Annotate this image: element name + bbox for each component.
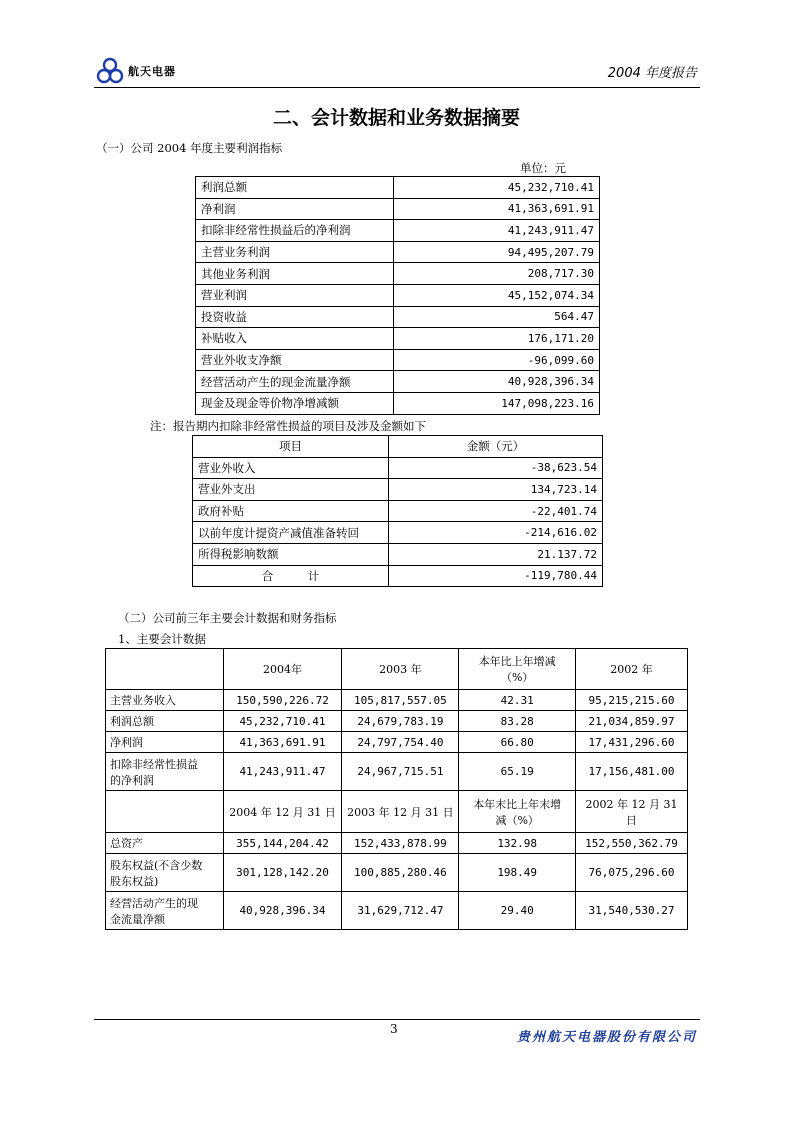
row-value: 41,363,691.91 <box>394 198 600 220</box>
row-value: -96,099.60 <box>394 349 600 371</box>
row-label <box>106 753 224 791</box>
row-label: 营业外收支净额 <box>196 349 394 371</box>
row-value: 31,540,530.27 <box>576 892 688 930</box>
row-value: 41,243,911.47 <box>394 220 600 242</box>
row-value: 176,171.20 <box>394 328 600 350</box>
row-label: 政府补贴 <box>193 500 389 522</box>
row-label: 营业外支出 <box>193 479 389 501</box>
table-row <box>196 349 600 371</box>
table-row <box>196 241 600 263</box>
row-label-line2: 金流量净额 <box>110 912 165 926</box>
row-value: 198.49 <box>459 854 576 892</box>
empty-header-cell <box>106 649 224 690</box>
table-row <box>196 263 600 285</box>
row-value: 31,629,712.47 <box>342 892 459 930</box>
row-label: 净利润 <box>196 198 394 220</box>
table-row <box>106 854 688 892</box>
report-title: 2004 年度报告 <box>607 66 697 81</box>
section2-subheading: 1、主要会计数据 <box>118 632 206 646</box>
row-label: 现金及现金等价物净增减额 <box>196 392 394 414</box>
row-label-line1: 经营活动产生的现 <box>110 896 198 910</box>
row-value: 29.40 <box>459 892 576 930</box>
row-value: 301,128,142.20 <box>223 854 342 892</box>
table-row <box>193 500 603 522</box>
row-value: 17,431,296.60 <box>576 732 688 753</box>
table-row <box>196 220 600 242</box>
empty-header-cell <box>106 791 224 833</box>
col-change-yearend-line1: 本年末比上年末增 <box>473 797 562 811</box>
row-value: -214,616.02 <box>389 522 603 544</box>
row-value: 132.98 <box>459 833 576 854</box>
row-value: 40,928,396.34 <box>223 892 342 930</box>
table-row <box>193 457 603 479</box>
row-label: 以前年度计提资产减值准备转回 <box>193 522 389 544</box>
row-value: 24,679,783.19 <box>342 711 459 732</box>
total-label: 合 计 <box>193 565 389 587</box>
table-row <box>196 177 600 199</box>
table-header-row <box>106 649 688 690</box>
row-label: 营业利润 <box>196 284 394 306</box>
total-value: -119,780.44 <box>389 565 603 587</box>
col-item-header: 项目 <box>193 436 389 458</box>
table-row <box>106 892 688 930</box>
row-value: 21.137.72 <box>389 543 603 565</box>
table-row <box>196 284 600 306</box>
row-value: 24,797,754.40 <box>342 732 459 753</box>
page-title: 二、会计数据和业务数据摘要 <box>272 107 520 129</box>
table-row <box>196 198 600 220</box>
row-value: 83.28 <box>459 711 576 732</box>
row-label: 总资产 <box>106 833 224 854</box>
unit-label: 单位：元 <box>520 161 566 175</box>
row-label: 利润总额 <box>106 711 224 732</box>
row-value: 24,967,715.51 <box>342 753 459 791</box>
col-change-line1: 本年比上年增减 <box>478 655 556 668</box>
table-header-row <box>193 436 603 458</box>
row-label <box>106 892 224 930</box>
row-label: 利润总额 <box>196 177 394 199</box>
row-label: 补贴收入 <box>196 328 394 350</box>
row-value: 42.31 <box>459 690 576 711</box>
logo-rings-icon <box>96 57 124 85</box>
section2-heading: （二）公司前三年主要会计数据和财务指标 <box>118 611 337 625</box>
header-divider <box>94 87 700 88</box>
row-value: 147,098,223.16 <box>394 392 600 414</box>
row-label-line1: 扣除非经常性损益 <box>110 757 198 771</box>
row-value: 94,495,207.79 <box>394 241 600 263</box>
table-row <box>196 328 600 350</box>
col-change-yearend <box>459 791 576 833</box>
row-label: 主营业务收入 <box>106 690 224 711</box>
col-2003: 2003 年 <box>342 649 459 690</box>
table-row <box>193 522 603 544</box>
row-value: 152,433,878.99 <box>342 833 459 854</box>
row-value: 76,075,296.60 <box>576 854 688 892</box>
row-value: -38,623.54 <box>389 457 603 479</box>
col-2003-12-31: 2003 年 12 月 31 日 <box>342 791 459 833</box>
note-text: 注：报告期内扣除非经常性损益的项目及涉及金额如下 <box>150 419 426 433</box>
table-header-row <box>106 791 688 833</box>
row-value: 41,243,911.47 <box>223 753 342 791</box>
non-recurring-items-table <box>192 435 603 587</box>
table-row <box>106 753 688 791</box>
row-value: 45,232,710.41 <box>223 711 342 732</box>
table-row <box>196 306 600 328</box>
row-value: 41,363,691.91 <box>223 732 342 753</box>
row-label: 其他业务利润 <box>196 263 394 285</box>
page-number: 3 <box>390 1022 398 1036</box>
row-value: 95,215,215.60 <box>576 690 688 711</box>
row-label-line2: 的净利润 <box>110 773 154 787</box>
row-label: 主营业务利润 <box>196 241 394 263</box>
row-value: 66.80 <box>459 732 576 753</box>
row-label <box>106 854 224 892</box>
row-label: 投资收益 <box>196 306 394 328</box>
row-value: 65.19 <box>459 753 576 791</box>
profit-indicators-table <box>195 176 600 415</box>
table-row <box>196 371 600 393</box>
table-row <box>196 392 600 414</box>
col-2002-12-31: 2002 年 12 月 31 日 <box>576 791 688 833</box>
table-row <box>106 690 688 711</box>
col-2004: 2004年 <box>223 649 342 690</box>
row-label: 营业外收入 <box>193 457 389 479</box>
table-row <box>106 732 688 753</box>
row-value: 100,885,280.46 <box>342 854 459 892</box>
accounting-data-table <box>105 648 688 930</box>
row-value: 45,152,074.34 <box>394 284 600 306</box>
table-row <box>106 711 688 732</box>
row-value: 134,723.14 <box>389 479 603 501</box>
row-value: 152,550,362.79 <box>576 833 688 854</box>
col-amount-header: 金额（元） <box>389 436 603 458</box>
row-label: 经营活动产生的现金流量净额 <box>196 371 394 393</box>
logo-text: 航天电器 <box>128 65 176 78</box>
footer-company-name: 贵州航天电器股份有限公司 <box>516 1030 697 1045</box>
row-label: 所得税影响数额 <box>193 543 389 565</box>
row-value: -22,401.74 <box>389 500 603 522</box>
row-value: 17,156,481.00 <box>576 753 688 791</box>
row-value: 40,928,396.34 <box>394 371 600 393</box>
section1-heading: （一）公司 2004 年度主要利润指标 <box>96 141 283 155</box>
footer-divider <box>94 1019 700 1020</box>
row-label: 净利润 <box>106 732 224 753</box>
table-row <box>193 479 603 501</box>
row-label-line2: 股东权益) <box>110 874 159 888</box>
row-value: 150,590,226.72 <box>223 690 342 711</box>
table-row <box>193 543 603 565</box>
col-2002: 2002 年 <box>576 649 688 690</box>
row-value: 45,232,710.41 <box>394 177 600 199</box>
col-change-yearend-line2: 减（%） <box>495 813 539 827</box>
col-change <box>459 649 576 690</box>
row-value: 21,034,859.97 <box>576 711 688 732</box>
total-row <box>193 565 603 587</box>
col-2004-12-31: 2004 年 12 月 31 日 <box>223 791 342 833</box>
col-change-line2: （%） <box>500 671 534 684</box>
table-row <box>106 833 688 854</box>
row-value: 355,144,204.42 <box>223 833 342 854</box>
company-logo <box>96 56 186 86</box>
row-value: 208,717.30 <box>394 263 600 285</box>
row-label-line1: 股东权益(不含少数 <box>110 858 203 872</box>
row-value: 564.47 <box>394 306 600 328</box>
row-value: 105,817,557.05 <box>342 690 459 711</box>
row-label: 扣除非经常性损益后的净利润 <box>196 220 394 242</box>
